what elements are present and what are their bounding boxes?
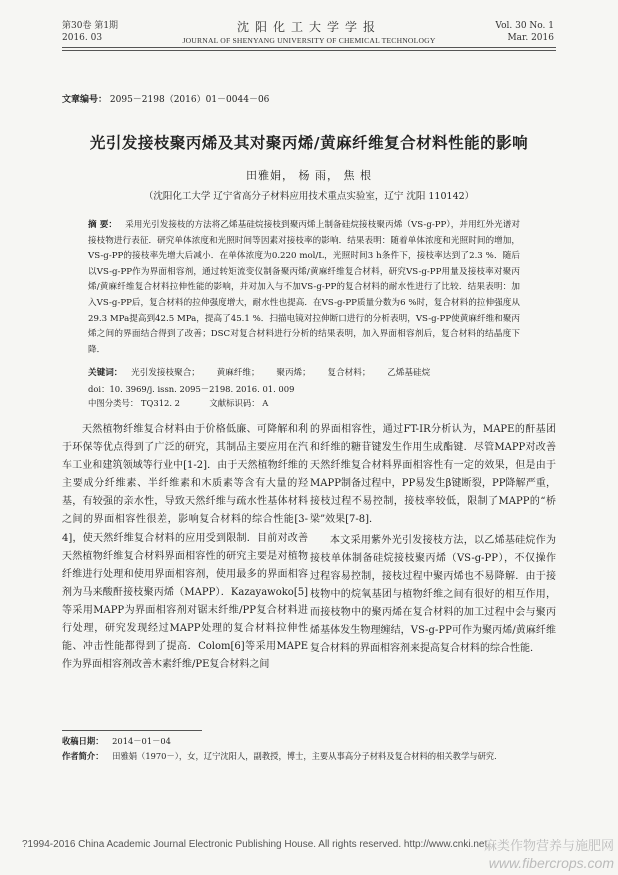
copyright-footer: ?1994-2016 China Academic Journal Electronic Publishing House. All rights reserved. http://www.cnki.net <box>22 839 488 850</box>
body-column-right <box>310 421 556 658</box>
keyword-item: 聚丙烯； <box>276 368 311 378</box>
journal-header <box>150 18 468 45</box>
received-date: 2014－01－04 <box>112 736 171 746</box>
body-paragraph: 的界面相容性，通过FT-IR分析认为，MAPE的酐基团和纤维的糖苷键发生作用生成酯键．尽管MAPP对改善天然纤维复合材料界面相容性有一定的效果，但是由于MAPP制备过程中，PP易发生β键断裂，PP降解严重，接枝过程不易控制，接枝率较低，限制了MAPP的“桥梁”效果[7-8]． <box>310 424 556 526</box>
author-bio-label: 作者简介： <box>62 751 104 761</box>
header-volume-en <box>495 20 554 44</box>
keywords-label: 关键词： <box>88 368 123 378</box>
article-number-label: 文章编号： <box>62 95 108 105</box>
doi: doi：10. 3969/j. issn. 2095－2198. 2016. 01. 009 <box>88 384 295 394</box>
keywords <box>88 366 520 380</box>
clc-value: TQ312. 2 <box>140 398 181 408</box>
header-month: Mar. 2016 <box>507 33 554 43</box>
header-issue <box>62 20 118 44</box>
doc-code-label: 文献标识码： <box>209 398 260 408</box>
keyword-item: 复合材料； <box>327 368 371 378</box>
body-column-left <box>62 421 308 674</box>
header-vol-number: Vol. 30 No. 1 <box>495 21 554 31</box>
footnote-received <box>62 735 171 747</box>
footnote-rule <box>62 730 202 731</box>
author-bio: 田雅娟（1970－），女，辽宁沈阳人，副教授，博士，主要从事高分子材料及复合材料的相关教学与研究． <box>112 751 503 761</box>
body-paragraph: 天然植物纤维复合材料由于价格低廉、可降解和利于环保等优点得到了广泛的研究，其制品主要应用在汽车工业和建筑领域等行业中[1-2]．由于天然植物纤维的主要成分纤维素、半纤维素和木质素等含有大量的羟基，有较强的亲水性，导致天然纤维与疏水性基体材料之间的界面相容性很差，影响复合材料的综合性能[3-4]，使天然纤维复合材料的应用受到限制．目前对改善天然植物纤维复合材料界面相容性的研究主要是对植物纤维进行处理和使用界面相容剂，使用最多的界面相容剂为马来酸酐接枝聚丙烯（MAPP）．Kazayawoko[5]等采用MAPP为界面相容剂对锯末纤维/PP复合材料进行处理，研究发现经过MAPP处理的复合材料拉伸性能、冲击性能都得到了提高．Colom[6]等采用MAPE作为界面相容剂改善木素纤维/PE复合材料之间 <box>62 424 308 671</box>
doc-code-value: A <box>262 398 269 408</box>
paper-title: 光引发接枝聚丙烯及其对聚丙烯/黄麻纤维复合材料性能的影响 <box>89 134 529 152</box>
body-paragraph: 本文采用紫外光引发接枝方法，以乙烯基硅烷作为接枝单体制备硅烷接枝聚丙烯（VS-g-PP），不仅操作过程容易控制，接枝过程中聚丙烯也不易降解．由于接枝物中的烷氧基团与植物纤维之间有很好的相互作用，而接枝物中的聚丙烯在复合材料的加工过程中会与聚丙烯基体发生物理缠结，VS-g-PP可作为聚丙烯/黄麻纤维复合材料的界面相容剂来提高复合材料的综合性能． <box>310 534 556 655</box>
abstract <box>88 218 520 358</box>
authors: 田雅娟， 杨 雨， 焦 根 <box>246 169 372 182</box>
article-number-value: 2095－2198（2016）01－0044－06 <box>109 95 270 105</box>
footnote-author <box>62 750 556 762</box>
watermark-cn: 麻类作物营养与施肥网 <box>483 839 614 854</box>
journal-name-cn: 沈阳化工大学学报 <box>236 20 381 34</box>
abstract-text: 采用光引发接枝的方法将乙烯基硅烷接枝到聚丙烯上制备硅烷接枝聚丙烯（VS-g-PP），并用红外光谱对接枝物进行表征．研究单体浓度和光照时间等因素对接枝率的影响．结果表明：随着单体浓度和光照时间的增加，VS-g-PP的接枝率先增大后减小．在单体浓度为0.220 mol/L，光照时间3 h条件下，接枝率达到了2.3 %．随后以VS-g-PP作为界面相容剂，通过转矩流变仪制备聚丙烯/黄麻纤维复合材料，研究VS-g-PP用量及接枝率对聚丙烯/黄麻纤维复合材料拉伸性能的影响，并对加入与不加VS-g-PP的复合材料的耐水性进行了比较．结果表明：加入VS-g-PP后，复合材料的拉伸强度增大，耐水性也提高．在VS-g-PP质量分数为6 %时，复合材料的拉伸强度从29.3 MPa提高到42.5 MPa，提高了45.1 %．扫描电镜对拉伸断口进行的分析表明，VS-g-PP使黄麻纤维和聚丙烯之间的界面结合得到了改善；DSC对复合材料进行分析的结果表明，加入界面相容剂后，复合材料的结晶度下降． <box>88 220 520 355</box>
article-number <box>62 92 269 105</box>
abstract-label: 摘 要： <box>88 220 118 230</box>
watermark <box>484 838 614 872</box>
watermark-url: www.fibercrops.com <box>488 855 614 871</box>
journal-name-en: JOURNAL OF SHENYANG UNIVERSITY OF CHEMICAL TECHNOLOGY <box>182 36 436 45</box>
header-rule <box>62 47 556 48</box>
header-date: 2016. 03 <box>62 33 103 43</box>
affiliation: （沈阳化工大学 辽宁省高分子材料应用技术重点实验室，辽宁 沈阳 110142） <box>143 191 475 202</box>
classification <box>88 397 268 410</box>
keyword-item: 乙烯基硅烷 <box>387 368 431 378</box>
keyword-item: 光引发接枝聚合； <box>131 368 200 378</box>
header-rule-2 <box>62 50 556 51</box>
header-volume-cn: 第30卷 第1期 <box>62 21 119 31</box>
clc-label: 中图分类号： <box>88 398 139 408</box>
keyword-item: 黄麻纤维； <box>216 368 260 378</box>
received-label: 收稿日期： <box>62 736 104 746</box>
